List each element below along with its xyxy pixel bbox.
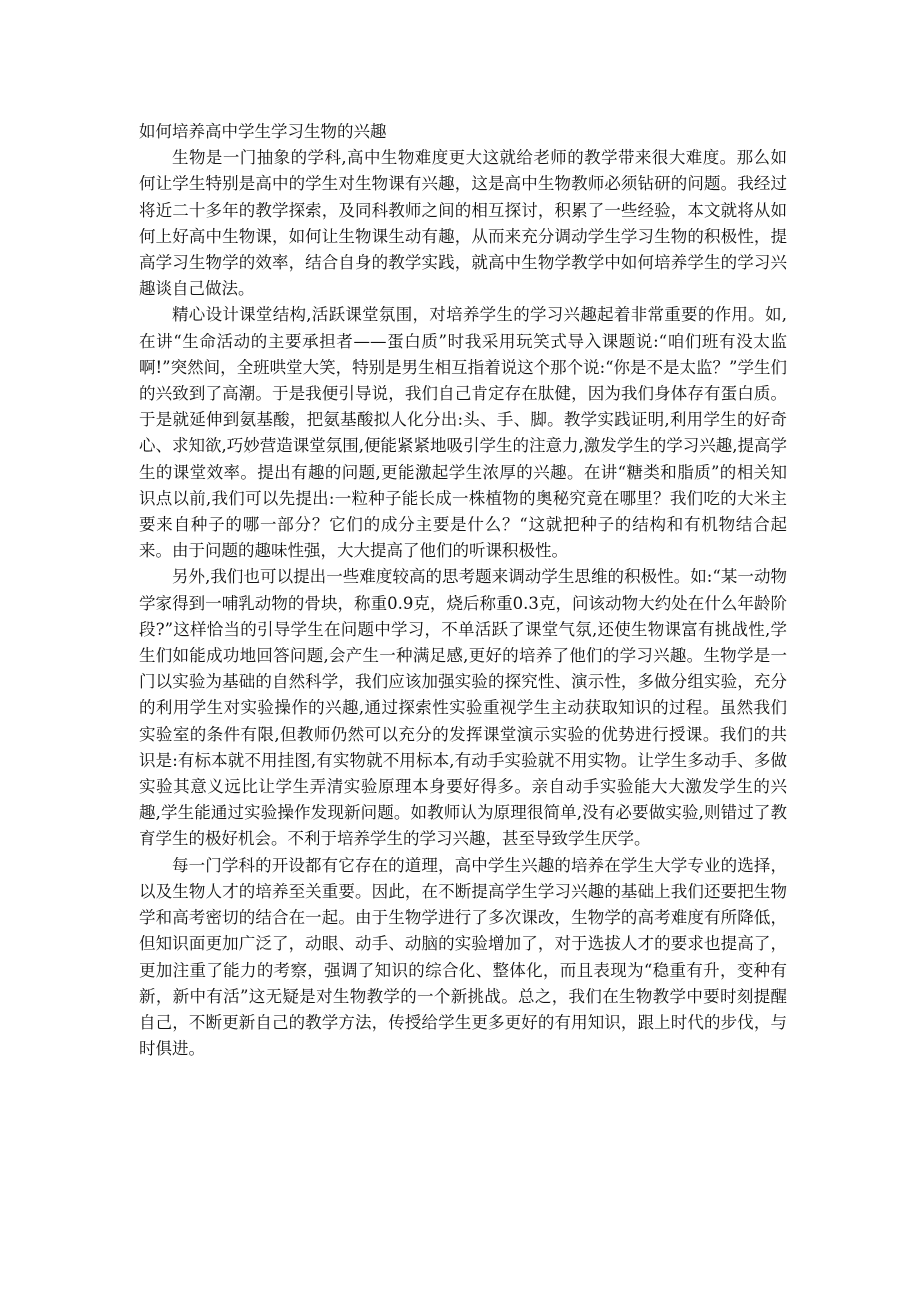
paragraph-thinking-questions: 另外,我们也可以提出一些难度较高的思考题来调动学生思维的积极性。如:“某一动物学家得到一哺乳动物的骨块，称重0.9克，烧后称重0.3克，问该动物大约处在什么年龄阶段?”这样恰当的引导学生在问题中学习，不单活跃了课堂气氛,还使生物课富有挑战性,学生们如能成功地回答问题,会产生一种满足感,更好的培养了他们的学习兴趣。生物学是一门以实验为基础的自然科学，我们应该加强实验的探究性、演示性，多做分组实验，充分的利用学生对实验操作的兴趣,通过探索性实验重视学生主动获取知识的过程。虽然我们实验室的条件有限,但教师仍然可以充分的发挥课堂演示实验的优势进行授课。我们的共识是:有标本就不用挂图,有实物就不用标本,有动手实验就不用实物。让学生多动手、多做实验其意义远比让学生弄清实验原理本身要好得多。亲自动手实验能大大激发学生的兴趣,学生能通过实验操作发现新问题。如教师认为原理很简单,没有必要做实验,则错过了教育学生的极好机会。不利于培养学生的学习兴趣，甚至导致学生厌学。	[139, 567, 787, 849]
paragraph-classroom-structure: 精心设计课堂结构,活跃课堂氛围，对培养学生的学习兴趣起着非常重要的作用。如,在讲“生命活动的主要承担者——蛋白质”时我采用玩笑式导入课题说:“咱们班有没太监啊!”突然间，全班哄堂大笑，特别是男生相互指着说这个那个说:“你是不是太监？”学生们的兴致到了高潮。于是我便引导说，我们自己肯定存在肽健，因为我们身体存有蛋白质。于是就延伸到氨基酸，把氨基酸拟人化分出:头、手、脚。教学实践证明,利用学生的好奇心、求知欲,巧妙营造课堂氛围,便能紧紧地吸引学生的注意力,激发学生的学习兴趣,提高学生的课堂效率。提出有趣的问题,更能激起学生浓厚的兴趣。在讲“糖类和脂质”的相关知识点以前,我们可以先提出:一粒种子能长成一株植物的奥秘究竟在哪里？我们吃的大米主要来自种子的哪一部分？它们的成分主要是什么？“这就把种子的结构和有机物结合起来。由于问题的趣味性强，大大提高了他们的听课积极性。	[139, 305, 787, 561]
paragraph-intro: 生物是一门抽象的学科,高中生物难度更大这就给老师的教学带来很大难度。那么如何让学生特别是高中的学生对生物课有兴趣，这是高中生物教师必须钻研的问题。我经过将近二十多年的教学探索，及同科教师之间的相互探讨，积累了一些经验，本文就将从如何上好高中生物课，如何让生物课生动有趣，从而来充分调动学生学习生物的积极性，提高学习生物学的效率，结合自身的教学实践，就高中生物学教学中如何培养学生的学习兴趣谈自己做法。	[139, 148, 787, 299]
document-title: 如何培养高中学生学习生物的兴趣	[139, 122, 387, 141]
paragraph-conclusion: 每一门学科的开设都有它存在的道理，高中学生兴趣的培养在学生大学专业的选择，以及生物人才的培养至关重要。因此，在不断提高学生学习兴趣的基础上我们还要把生物学和高考密切的结合在一起。由于生物学进行了多次课改，生物学的高考难度有所降低，但知识面更加广泛了，动眼、动手、动脑的实验增加了，对于选拔人才的要求也提高了，更加注重了能力的考察，强调了知识的综合化、整体化，而且表现为“稳重有升，变种有新，新中有活”这无疑是对生物教学的一个新挑战。总之，我们在生物教学中要时刻提醒自己，不断更新自己的教学方法，传授给学生更多更好的有用知识，跟上时代的步伐，与时俱进。	[139, 855, 787, 1059]
document-body	[139, 119, 787, 1062]
